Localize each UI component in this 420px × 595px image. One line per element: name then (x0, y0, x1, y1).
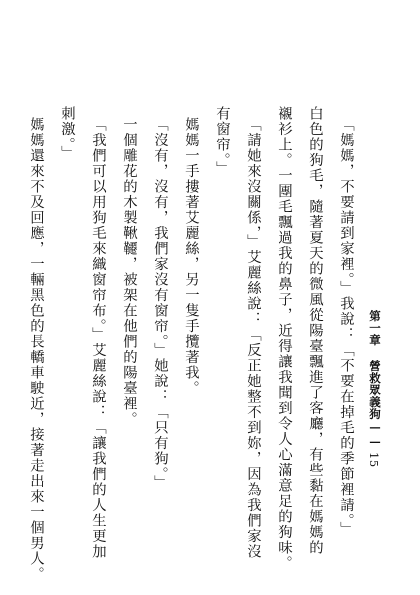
text-column-8: 一個雕花的木製鞦韆，被架在他們的陽臺裡。 (121, 117, 137, 427)
text-column-1: 「媽媽，不要請到家裡。」我說：「不要在掉毛的季節裡請。」 (338, 117, 354, 537)
chapter-header: 第一章 (368, 310, 382, 346)
text-column-6: 媽媽一手摟著艾麗絲，另一隻手攬著我。 (183, 117, 199, 396)
text-column-7: 「沒有，沒有，我們家沒有窗帘。」她說：「只有狗。」 (152, 117, 168, 491)
running-title: 營救眾義狗—— (368, 360, 382, 449)
text-column-3: 襯衫上。一團毛飄過我的鼻子，近得讓我聞到令人心滿意足的狗味。 (276, 106, 292, 571)
page-number: 15 (367, 452, 381, 468)
text-column-11: 媽媽還來不及回應，一輛黑色的長轎車駛近，接著走出來一個男人。 (28, 117, 44, 582)
text-column-4: 「請她來沒關係，」艾麗絲說：「反正她整不到妳，因為我們家沒 (245, 117, 261, 560)
text-column-5: 有窗帘。」 (214, 106, 230, 177)
text-column-2: 白色的狗毛，隨著夏天的微風從陽臺飄進了客廳，有些黏在媽媽的 (307, 106, 323, 556)
text-column-10: 刺激。」 (59, 106, 75, 161)
text-column-9: 「我們可以用狗毛來織窗帘布。」艾麗絲說：「讓我們的人生更加 (90, 117, 106, 560)
